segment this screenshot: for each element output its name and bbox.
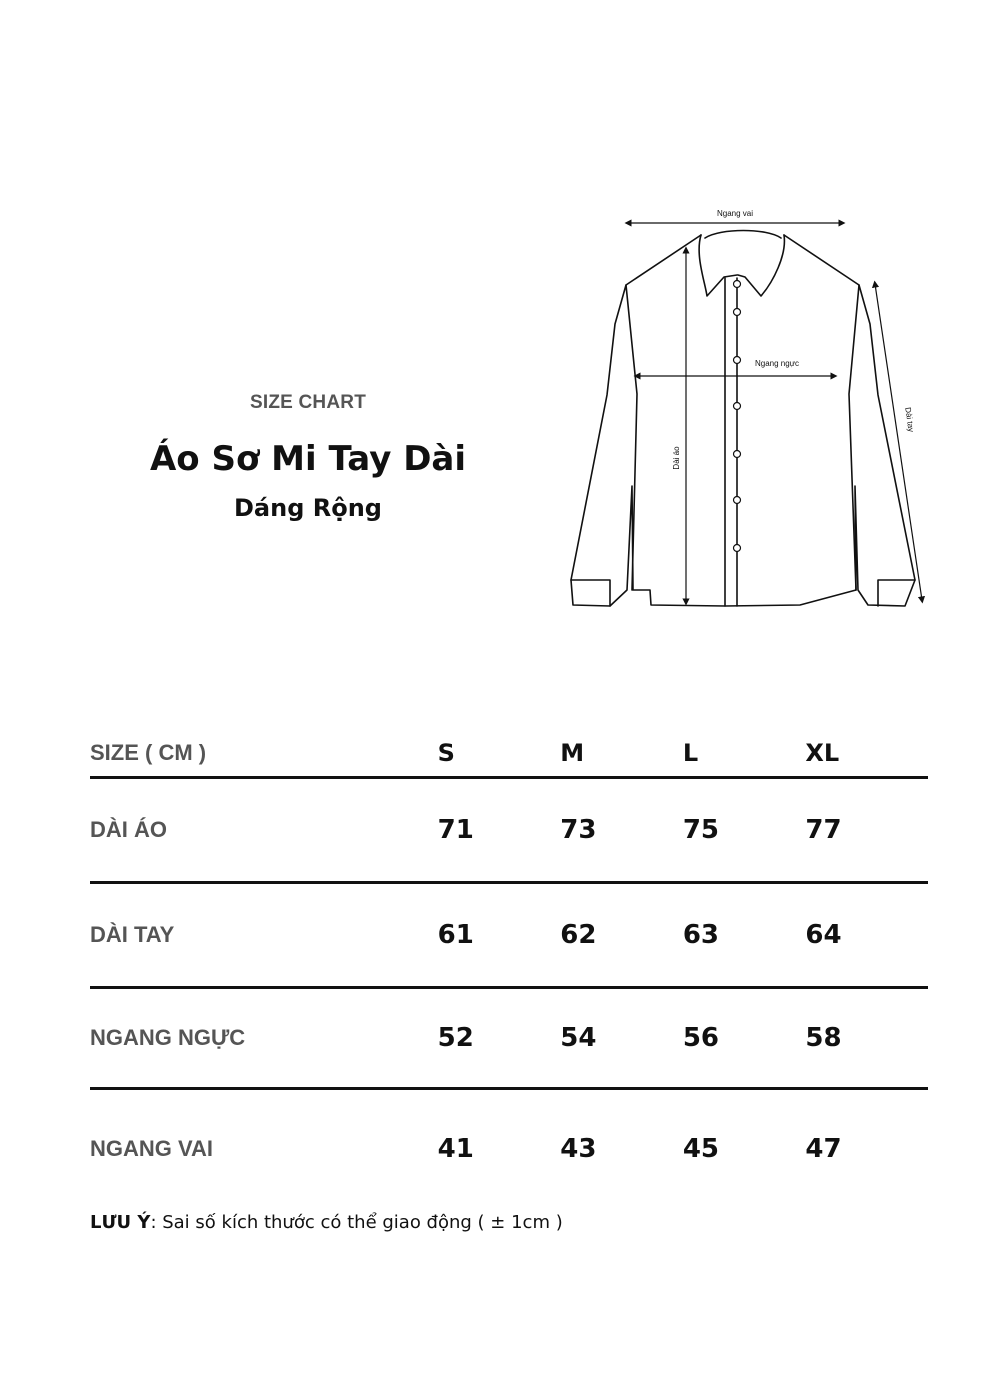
chest-label: Ngang ngực	[754, 359, 800, 368]
value-cell: 77	[805, 815, 842, 845]
table-row	[90, 988, 928, 1089]
value-cell: 63	[682, 920, 719, 950]
sleeve-label: Dài tay	[903, 406, 916, 433]
value-cell: 47	[805, 1134, 842, 1164]
header-block	[108, 392, 508, 522]
placket	[725, 278, 737, 606]
size-header-xl: XL	[805, 739, 840, 767]
collar-left	[699, 235, 737, 296]
button-6	[734, 497, 741, 504]
note-text: : Sai số kích thước có thể giao động ( ± 1cm )	[150, 1212, 563, 1233]
value-cell: 56	[682, 1023, 719, 1053]
value-cell: 41	[437, 1134, 474, 1164]
measurement-note	[90, 1212, 563, 1233]
table-row	[90, 883, 928, 988]
left-sleeve-inner	[626, 285, 637, 590]
product-fit-subtitle: Dáng Rộng	[234, 494, 382, 522]
value-cell: 45	[682, 1134, 719, 1164]
size-header-row	[90, 730, 928, 778]
size-unit-header: SIZE ( CM )	[90, 740, 207, 765]
row-label-length: DÀI ÁO	[90, 817, 167, 842]
left-cuff	[571, 580, 610, 606]
product-title: Áo Sơ Mi Tay Dài	[149, 439, 467, 479]
shoulder-label: Ngang vai	[716, 209, 754, 218]
value-cell: 75	[682, 815, 719, 845]
value-cell: 43	[560, 1134, 597, 1164]
table-row	[90, 778, 928, 883]
length-label: Dài áo	[672, 446, 681, 470]
right-sleeve-inner	[849, 285, 859, 590]
value-cell: 54	[560, 1023, 597, 1053]
size-table-wrap	[90, 730, 928, 1208]
size-table	[90, 730, 928, 1208]
row-label-shoulder: NGANG VAI	[90, 1136, 214, 1161]
row-label-sleeve: DÀI TAY	[90, 922, 175, 947]
collar-back	[705, 231, 781, 239]
collar-right	[738, 235, 784, 296]
button-1	[734, 281, 741, 288]
size-chart-kicker: SIZE CHART	[250, 392, 366, 413]
value-cell: 52	[437, 1023, 474, 1053]
button-4	[734, 403, 741, 410]
note-label: LƯU Ý	[90, 1212, 151, 1233]
value-cell: 62	[560, 920, 597, 950]
value-cell: 61	[437, 920, 474, 950]
button-2	[734, 309, 741, 316]
value-cell: 58	[805, 1023, 842, 1053]
size-header-s: S	[437, 739, 455, 767]
value-cell: 73	[560, 815, 597, 845]
button-7	[734, 545, 741, 552]
table-row	[90, 1089, 928, 1209]
shirt-diagram	[555, 200, 940, 620]
row-label-chest: NGANG NGỰC	[90, 1025, 246, 1050]
size-header-m: M	[560, 739, 585, 767]
shirt-diagram-svg	[555, 200, 940, 620]
size-header-l: L	[682, 739, 699, 767]
value-cell: 64	[805, 920, 842, 950]
button-5	[734, 451, 741, 458]
shirt-outline	[571, 235, 915, 606]
button-3	[734, 357, 741, 364]
value-cell: 71	[437, 815, 474, 845]
sleeve-measure-line	[875, 284, 922, 600]
